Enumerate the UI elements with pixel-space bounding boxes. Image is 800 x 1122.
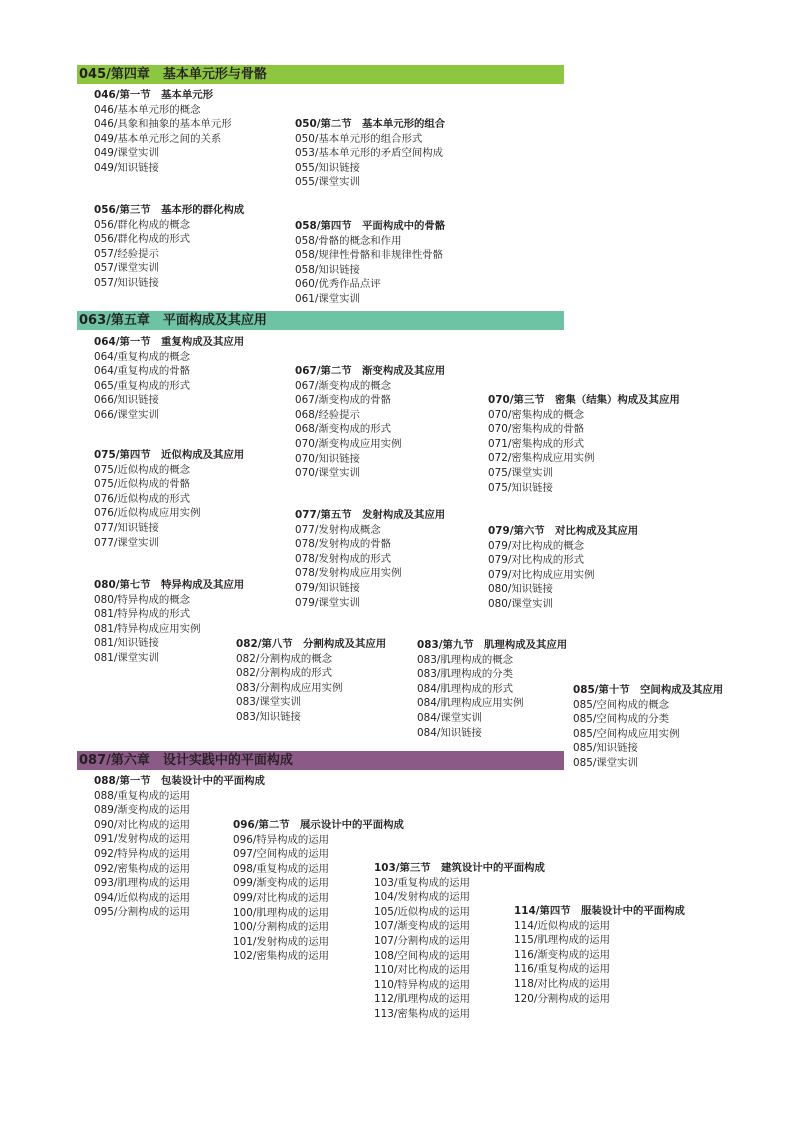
toc-section bbox=[236, 637, 386, 725]
toc-entry: 100/肌理构成的运用 bbox=[233, 906, 330, 919]
toc-entry: 097/空间构成的运用 bbox=[233, 848, 330, 861]
toc-entry: 083/知识链接 bbox=[236, 710, 301, 723]
toc-entry: 080/知识链接 bbox=[488, 583, 553, 596]
toc-entry: 092/密集构成的运用 bbox=[94, 862, 191, 875]
toc-section bbox=[94, 335, 244, 423]
toc-entry: 055/课堂实训 bbox=[295, 176, 360, 189]
toc-section bbox=[295, 117, 445, 190]
toc-entry: 078/发射构成应用实例 bbox=[295, 567, 402, 580]
toc-entry: 085/课堂实训 bbox=[573, 756, 638, 769]
toc-entry: 096/特异构成的运用 bbox=[233, 833, 330, 846]
toc-entry: 060/优秀作品点评 bbox=[295, 278, 381, 291]
section-heading: 096/第二节 展示设计中的平面构成 bbox=[233, 819, 404, 831]
toc-entry: 078/发射构成的骨骼 bbox=[295, 538, 392, 551]
toc-entry: 085/知识链接 bbox=[573, 742, 638, 755]
toc-entry: 064/重复构成的概念 bbox=[94, 350, 191, 363]
toc-entry: 068/经验提示 bbox=[295, 408, 360, 421]
toc-entry: 083/肌理构成的概念 bbox=[417, 653, 514, 666]
toc-entry: 099/渐变构成的运用 bbox=[233, 877, 330, 890]
toc-entry: 050/基本单元形的组合形式 bbox=[295, 132, 423, 145]
toc-entry: 079/课堂实训 bbox=[295, 596, 360, 609]
toc-entry: 049/课堂实训 bbox=[94, 147, 159, 160]
toc-entry: 075/近似构成的骨骼 bbox=[94, 478, 191, 491]
toc-section bbox=[295, 364, 445, 481]
section-heading: 070/第三节 密集（结集）构成及其应用 bbox=[488, 394, 680, 406]
section-heading: 082/第八节 分割构成及其应用 bbox=[236, 638, 387, 650]
toc-entry: 080/课堂实训 bbox=[488, 597, 553, 610]
toc-section bbox=[94, 203, 244, 291]
toc-section bbox=[295, 219, 445, 307]
section-heading: 088/第一节 包装设计中的平面构成 bbox=[94, 775, 265, 787]
toc-entry: 093/肌理构成的运用 bbox=[94, 877, 191, 890]
toc-entry: 107/渐变构成的运用 bbox=[374, 920, 471, 933]
toc-entry: 057/课堂实训 bbox=[94, 262, 159, 275]
toc-entry: 078/发射构成的形式 bbox=[295, 552, 392, 565]
toc-entry: 076/近似构成应用实例 bbox=[94, 507, 201, 520]
toc-entry: 107/分割构成的运用 bbox=[374, 934, 471, 947]
toc-entry: 084/肌理构成的形式 bbox=[417, 682, 514, 695]
toc-entry: 098/重复构成的运用 bbox=[233, 862, 330, 875]
toc-entry: 094/近似构成的运用 bbox=[94, 891, 191, 904]
toc-section bbox=[94, 578, 244, 666]
toc-entry: 081/知识链接 bbox=[94, 637, 159, 650]
section-heading: 050/第二节 基本单元形的组合 bbox=[295, 118, 446, 130]
toc-entry: 102/密集构成的运用 bbox=[233, 950, 330, 963]
toc-entry: 100/分割构成的运用 bbox=[233, 921, 330, 934]
toc-entry: 070/密集构成的骨骼 bbox=[488, 423, 585, 436]
toc-entry: 077/知识链接 bbox=[94, 521, 159, 534]
toc-entry: 084/知识链接 bbox=[417, 726, 482, 739]
section-heading: 067/第二节 渐变构成及其应用 bbox=[295, 365, 446, 377]
toc-entry: 077/课堂实训 bbox=[94, 536, 159, 549]
toc-entry: 120/分割构成的运用 bbox=[514, 992, 611, 1005]
toc-entry: 079/知识链接 bbox=[295, 581, 360, 594]
toc-entry: 091/发射构成的运用 bbox=[94, 833, 191, 846]
toc-section bbox=[488, 393, 680, 495]
toc-entry: 066/课堂实训 bbox=[94, 408, 159, 421]
section-heading: 058/第四节 平面构成中的骨骼 bbox=[295, 220, 446, 232]
toc-entry: 076/近似构成的形式 bbox=[94, 492, 191, 505]
toc-entry: 081/特异构成应用实例 bbox=[94, 622, 201, 635]
toc-entry: 105/近似构成的运用 bbox=[374, 905, 471, 918]
toc-entry: 075/知识链接 bbox=[488, 481, 553, 494]
toc-entry: 116/渐变构成的运用 bbox=[514, 948, 611, 961]
section-heading: 085/第十节 空间构成及其应用 bbox=[573, 684, 724, 696]
toc-entry: 110/对比构成的运用 bbox=[374, 964, 471, 977]
toc-entry: 085/空间构成的概念 bbox=[573, 698, 670, 711]
toc-entry: 056/群化构成的概念 bbox=[94, 218, 191, 231]
toc-entry: 101/发射构成的运用 bbox=[233, 935, 330, 948]
toc-entry: 083/肌理构成的分类 bbox=[417, 668, 514, 681]
section-heading: 083/第九节 肌理构成及其应用 bbox=[417, 639, 568, 651]
chapter-title: 063/第五章 平面构成及其应用 bbox=[79, 313, 267, 328]
toc-entry: 072/密集构成应用实例 bbox=[488, 452, 595, 465]
toc-entry: 089/渐变构成的运用 bbox=[94, 804, 191, 817]
toc-entry: 082/分割构成的形式 bbox=[236, 667, 333, 680]
toc-entry: 095/分割构成的运用 bbox=[94, 906, 191, 919]
toc-entry: 084/肌理构成应用实例 bbox=[417, 697, 524, 710]
toc-entry: 079/对比构成的形式 bbox=[488, 554, 585, 567]
toc-entry: 079/对比构成应用实例 bbox=[488, 568, 595, 581]
toc-entry: 083/分割构成应用实例 bbox=[236, 681, 343, 694]
toc-entry: 113/密集构成的运用 bbox=[374, 1007, 471, 1020]
toc-entry: 070/课堂实训 bbox=[295, 467, 360, 480]
section-heading: 114/第四节 服装设计中的平面构成 bbox=[514, 905, 685, 917]
toc-entry: 115/肌理构成的运用 bbox=[514, 934, 611, 947]
toc-section bbox=[514, 904, 685, 1006]
toc-entry: 067/渐变构成的概念 bbox=[295, 379, 392, 392]
toc-entry: 085/空间构成应用实例 bbox=[573, 727, 680, 740]
toc-entry: 071/密集构成的形式 bbox=[488, 437, 585, 450]
chapter-banner bbox=[77, 65, 564, 84]
toc-entry: 085/空间构成的分类 bbox=[573, 713, 670, 726]
toc-entry: 067/渐变构成的骨骼 bbox=[295, 394, 392, 407]
toc-section bbox=[94, 448, 244, 550]
toc-section bbox=[417, 638, 567, 740]
toc-entry: 080/特异构成的概念 bbox=[94, 593, 191, 606]
toc-entry: 053/基本单元形的矛盾空间构成 bbox=[295, 147, 444, 160]
section-heading: 079/第六节 对比构成及其应用 bbox=[488, 525, 639, 537]
toc-entry: 046/基本单元形的概念 bbox=[94, 103, 201, 116]
toc-entry: 068/渐变构成的形式 bbox=[295, 423, 392, 436]
toc-entry: 081/课堂实训 bbox=[94, 651, 159, 664]
toc-entry: 110/特异构成的运用 bbox=[374, 978, 471, 991]
toc-entry: 075/课堂实训 bbox=[488, 466, 553, 479]
toc-section bbox=[94, 88, 232, 176]
toc-section bbox=[488, 524, 638, 612]
toc-entry: 070/密集构成的概念 bbox=[488, 408, 585, 421]
toc-entry: 112/肌理构成的运用 bbox=[374, 993, 471, 1006]
toc-entry: 083/课堂实训 bbox=[236, 696, 301, 709]
toc-section bbox=[295, 508, 445, 610]
section-heading: 077/第五节 发射构成及其应用 bbox=[295, 509, 446, 521]
section-heading: 046/第一节 基本单元形 bbox=[94, 89, 213, 101]
toc-entry: 064/重复构成的骨骼 bbox=[94, 365, 191, 378]
toc-entry: 108/空间构成的运用 bbox=[374, 949, 471, 962]
toc-entry: 056/群化构成的形式 bbox=[94, 233, 191, 246]
toc-entry: 070/知识链接 bbox=[295, 452, 360, 465]
toc-entry: 114/近似构成的运用 bbox=[514, 919, 611, 932]
toc-entry: 055/知识链接 bbox=[295, 161, 360, 174]
toc-entry: 057/经验提示 bbox=[94, 247, 159, 260]
section-heading: 056/第三节 基本形的群化构成 bbox=[94, 204, 245, 216]
toc-entry: 065/重复构成的形式 bbox=[94, 379, 191, 392]
toc-entry: 103/重复构成的运用 bbox=[374, 876, 471, 889]
toc-entry: 084/课堂实训 bbox=[417, 711, 482, 724]
toc-entry: 092/特异构成的运用 bbox=[94, 847, 191, 860]
toc-entry: 099/对比构成的运用 bbox=[233, 891, 330, 904]
toc-entry: 057/知识链接 bbox=[94, 276, 159, 289]
toc-entry: 070/渐变构成应用实例 bbox=[295, 437, 402, 450]
toc-entry: 118/对比构成的运用 bbox=[514, 977, 611, 990]
toc-entry: 049/知识链接 bbox=[94, 161, 159, 174]
toc-entry: 090/对比构成的运用 bbox=[94, 818, 191, 831]
section-heading: 075/第四节 近似构成及其应用 bbox=[94, 449, 245, 461]
section-heading: 103/第三节 建筑设计中的平面构成 bbox=[374, 862, 545, 874]
toc-entry: 058/知识链接 bbox=[295, 263, 360, 276]
toc-entry: 049/基本单元形之间的关系 bbox=[94, 132, 222, 145]
toc-entry: 079/对比构成的概念 bbox=[488, 539, 585, 552]
toc-entry: 082/分割构成的概念 bbox=[236, 652, 333, 665]
section-heading: 064/第一节 重复构成及其应用 bbox=[94, 336, 245, 348]
chapter-banner bbox=[77, 311, 564, 330]
toc-entry: 077/发射构成概念 bbox=[295, 523, 381, 536]
chapter-banner bbox=[77, 751, 564, 770]
chapter-title: 045/第四章 基本单元形与骨骼 bbox=[79, 67, 267, 82]
toc-entry: 061/课堂实训 bbox=[295, 292, 360, 305]
toc-entry: 058/骨骼的概念和作用 bbox=[295, 234, 402, 247]
toc-entry: 104/发射构成的运用 bbox=[374, 891, 471, 904]
toc-entry: 088/重复构成的运用 bbox=[94, 789, 191, 802]
toc-entry: 066/知识链接 bbox=[94, 394, 159, 407]
toc-section bbox=[573, 683, 723, 771]
section-heading: 080/第七节 特异构成及其应用 bbox=[94, 579, 245, 591]
toc-entry: 046/具象和抽象的基本单元形 bbox=[94, 118, 232, 131]
toc-entry: 058/规律性骨骼和非规律性骨骼 bbox=[295, 249, 444, 262]
toc-entry: 075/近似构成的概念 bbox=[94, 463, 191, 476]
chapter-title: 087/第六章 设计实践中的平面构成 bbox=[79, 753, 293, 768]
toc-entry: 081/特异构成的形式 bbox=[94, 608, 191, 621]
toc-entry: 116/重复构成的运用 bbox=[514, 963, 611, 976]
